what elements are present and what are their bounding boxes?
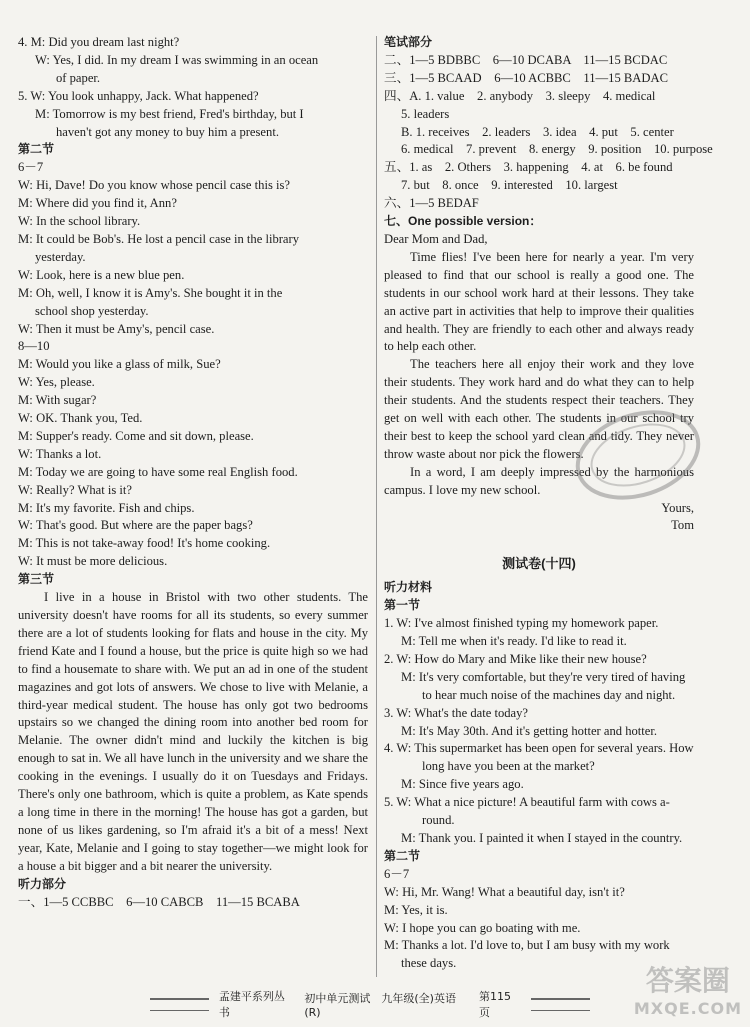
letter-paragraph: Time flies! I've been here for nearly a year. I'm very pleased to find that our school is really a good one. The students in our school work hard at their lessons. They take an active part in activities that help to improve their qualities and health. They are friendly to each other and always ready to help each other. bbox=[384, 249, 694, 354]
watermark-sub: MXQE.COM bbox=[633, 999, 742, 1018]
answer-line: 五、1. as 2. Others 3. happening 4. at 6. be found bbox=[384, 160, 673, 175]
written-answers bbox=[384, 34, 713, 249]
text-line: W: Hi, Dave! Do you know whose pencil case this is? bbox=[18, 178, 290, 193]
left-dialogues bbox=[18, 34, 368, 589]
text-line: M: Where did you find it, Ann? bbox=[18, 196, 177, 211]
text-line: W: OK. Thank you, Ted. bbox=[18, 411, 143, 426]
text-line: W: In the school library. bbox=[18, 214, 141, 229]
footer-series: 孟建平系列丛书 bbox=[218, 990, 285, 1019]
sample-letter bbox=[384, 249, 694, 500]
text-line: M: With sugar? bbox=[18, 393, 97, 408]
text-line: 5. W: You look unhappy, Jack. What happened? bbox=[18, 88, 259, 103]
text-line: 第二节 bbox=[384, 848, 421, 863]
text-line: M: This is not take-away food! It's home cooking. bbox=[18, 536, 271, 551]
text-line: M: Tell me when it's ready. I'd like to read it. bbox=[401, 634, 627, 648]
answer-line: 四、A. 1. value 2. anybody 3. sleepy 4. medical bbox=[384, 88, 656, 103]
column-divider bbox=[376, 36, 377, 977]
text-line: 5. W: What a nice picture! A beautiful farm with cows a- bbox=[384, 795, 670, 810]
text-line: M: Thank you. I painted it when I stayed in the country. bbox=[401, 830, 683, 845]
answer-line: 六、1—5 BEDAF bbox=[384, 196, 479, 211]
answer-line: 笔试部分 bbox=[384, 35, 433, 49]
text-line: W: Hi, Mr. Wang! What a beautiful day, isn't it? bbox=[384, 884, 625, 899]
text-line: these days. bbox=[401, 956, 457, 971]
text-line: 8—10 bbox=[18, 339, 50, 354]
text-line: long have you been at the market? bbox=[422, 759, 595, 774]
text-line: M: Yes, it is. bbox=[384, 902, 448, 917]
answer-line: 二、1—5 BDBBC 6—10 DCABA 11—15 BCDAC bbox=[384, 52, 668, 67]
text-line: 4. W: This supermarket has been open for several years. How bbox=[384, 741, 694, 756]
text-line: W: Yes, I did. In my dream I was swimming in an ocean bbox=[35, 52, 319, 67]
answer-line: 听力部分 bbox=[18, 876, 67, 891]
text-line: M: Tomorrow is my best friend, Fred's birthday, but I bbox=[35, 106, 304, 121]
text-line: W: Then it must be Amy's, pencil case. bbox=[18, 321, 215, 336]
left-column bbox=[18, 34, 368, 979]
text-line: round. bbox=[422, 813, 455, 828]
text-line: M: Would you like a glass of milk, Sue? bbox=[18, 357, 221, 372]
passage-paragraph: I live in a house in Bristol with two other students. The university doesn't have rooms for all its students, so every summer there are a lot of students looking for flats and house in the city. My friend Kate and I found a house, but the price is quite high so we had to find a housemate to share with. We put an ad in one of the student magazines and got lots of answers. We chose to live with Melanie, a third-year medical student. The house has only got two bedrooms upstairs so we changed the dining room into another bed room for Melanie. The owner didn't mind and luckily the kitchen is big enough to sat in. We all have lunch in the university and we share the cooking in the evenings. I usually do it on Tuesdays and Fridays. There's only one bathroom, which is quite a problem, as Kate spends a long time in there in the morning! The house has got a garden, but none of us likes gardening, so I'm afraid it's a bit of a mess! Next year, Kate, Melanie and I going to stay together—we might look for a house a bit bigger and a bit nearer the university. bbox=[18, 590, 368, 873]
letter-closing-yours: Yours, bbox=[661, 500, 694, 515]
text-line: 2. W: How do Mary and Mike like their new house? bbox=[384, 651, 647, 666]
answer-line: 6. medical 7. prevent 8. energy 9. position 10. purpose bbox=[401, 142, 713, 157]
letter-paragraph: The teachers here all enjoy their work and they love their students. They work hard and do what they can to help their students. And the students respect their teachers. They get on well with each other. The students in our school try their best to keep the school yard clean and tidy. They never throw waste about nor pick the flowers. bbox=[384, 357, 694, 461]
test-title: 测试卷(十四) bbox=[502, 556, 576, 572]
text-line: M: Today we are going to have some real English food. bbox=[18, 464, 298, 479]
text-line: M: It's May 30th. And it's getting hotter and hotter. bbox=[401, 723, 658, 738]
text-line: 听力材料 bbox=[384, 580, 433, 595]
text-line: M: Oh, well, I know it is Amy's. She bought it in the bbox=[18, 285, 283, 300]
answer-line: Dear Mom and Dad, bbox=[384, 231, 488, 246]
text-line: to hear much noise of the machines day and night. bbox=[422, 687, 676, 702]
text-line: W: It must be more delicious. bbox=[18, 554, 168, 569]
footer-page-number: 第115页 bbox=[478, 990, 511, 1019]
text-line: W: Yes, please. bbox=[18, 375, 95, 390]
answer-line: 一、1—5 CCBBC 6—10 CABCB 11—15 BCABA bbox=[18, 894, 300, 909]
text-line: M: Supper's ready. Come and sit down, please. bbox=[18, 428, 254, 443]
text-line: 4. M: Did you dream last night? bbox=[18, 35, 180, 49]
text-line: W: I hope you can go boating with me. bbox=[384, 920, 581, 935]
answer-line: 七、One possible version： bbox=[384, 214, 542, 229]
text-line: 第三节 bbox=[18, 572, 55, 587]
text-line: 3. W: What's the date today? bbox=[384, 705, 529, 720]
watermark-logo bbox=[633, 964, 742, 1023]
text-line: 6－7 bbox=[384, 866, 410, 881]
answer-line: 5. leaders bbox=[401, 106, 450, 121]
right-column bbox=[384, 34, 713, 979]
answer-line: 7. but 8. once 9. interested 10. largest bbox=[401, 178, 618, 193]
listening-material bbox=[384, 579, 694, 973]
text-line: 1. W: I've almost finished typing my homework paper. bbox=[384, 616, 659, 631]
text-line: M: It's my favorite. Fish and chips. bbox=[18, 500, 195, 515]
footer-ornament-right bbox=[531, 998, 590, 1011]
text-line: W: Really? What is it? bbox=[18, 482, 133, 497]
text-line: M: Since five years ago. bbox=[401, 777, 524, 792]
footer-ornament-left bbox=[150, 998, 209, 1011]
answer-line: B. 1. receives 2. leaders 3. idea 4. put 5. center bbox=[401, 124, 674, 139]
page-footer bbox=[150, 990, 590, 1019]
footer-book: 初中单元测试 九年级(全)英语(R) bbox=[304, 991, 456, 1019]
text-line: 第二节 bbox=[18, 142, 55, 157]
text-line: M: It could be Bob's. He lost a pencil case in the library bbox=[18, 231, 300, 246]
text-line: W: Thanks a lot. bbox=[18, 446, 102, 461]
text-line: of paper. bbox=[56, 70, 101, 85]
watermark-main: 答案圈 bbox=[645, 964, 730, 997]
text-line: W: Look, here is a new blue pen. bbox=[18, 267, 185, 282]
text-line: M: It's very comfortable, but they're very tired of having bbox=[401, 669, 686, 684]
text-line: W: That's good. But where are the paper bags? bbox=[18, 518, 253, 533]
text-line: 6－7 bbox=[18, 160, 44, 175]
letter-signature: Tom bbox=[671, 518, 694, 533]
text-line: yesterday. bbox=[35, 249, 86, 264]
text-line: 第一节 bbox=[384, 598, 421, 613]
text-line: M: Thanks a lot. I'd love to, but I am busy with my work bbox=[384, 938, 670, 953]
listening-answers bbox=[18, 876, 368, 912]
text-line: haven't got any money to buy him a present. bbox=[56, 124, 279, 139]
answer-line: 三、1—5 BCAAD 6—10 ACBBC 11—15 BADAC bbox=[384, 70, 668, 85]
text-line: school shop yesterday. bbox=[35, 303, 149, 318]
letter-paragraph: In a word, I am deeply impressed by the harmonious campus. I love my new school. bbox=[384, 464, 694, 497]
